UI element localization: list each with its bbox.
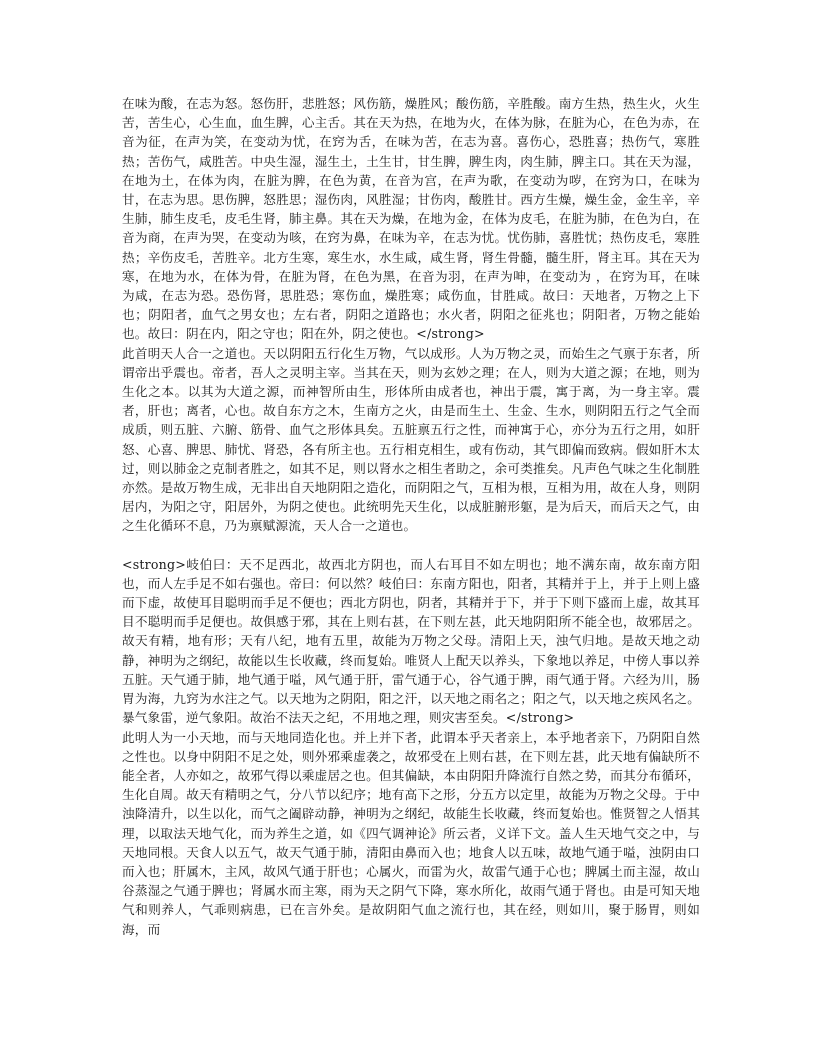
- paragraph-1: 在味为酸，在志为怒。怒伤肝，悲胜怒；风伤筋，燥胜风；酸伤筋，辛胜酸。南方生热，热生火，火生苦，苦生心，心生血，血生脾，心主舌。其在天为热，在地为火，在体为脉，在脏为心，在色为赤，在音为征，在声为笑，在变动为忧，在窍为舌，在味为苦，在志为喜。喜伤心，恐胜喜；热伤气，寒胜热；苦伤气，咸胜苦。中央生湿，湿生土，土生甘，甘生脾，脾生肉，肉生肺，脾主口。其在天为湿，在地为土，在体为肉，在脏为脾，在色为黄，在音为宫，在声为歌，在变动为哕，在窍为口，在味为甘，在志为思。思伤脾，怒胜思；湿伤肉，风胜湿；甘伤肉，酸胜甘。西方生燥，燥生金，金生辛，辛生肺，肺生皮毛，皮毛生肾，肺主鼻。其在天为燥，在地为金，在体为皮毛，在脏为肺，在色为白，在音为商，在声为哭，在变动为咳，在窍为鼻，在味为辛，在志为忧。忧伤肺，喜胜忧；热伤皮毛，寒胜热；辛伤皮毛，苦胜辛。北方生寒，寒生水，水生咸，咸生肾，肾生骨髓，髓生肝，肾主耳。其在天为寒，在地为水，在体为骨，在脏为肾，在色为黑，在音为羽，在声为呻，在变动为 ，在窍为耳，在味为咸，在志为恐。恐伤肾，思胜恐；寒伤血，燥胜寒；咸伤血，甘胜咸。故曰：天地者，万物之上下也；阴阳者，血气之男女也；左右者，阴阳之道路也；水火者，阴阳之征兆也；阴阳者，万物之能始也。故曰：阴在内，阳之守也；阳在外，阴之使也。</strong>: [122, 96, 700, 342]
- paragraph-3: <strong>岐伯曰：天不足西北，故西北方阴也，而人右耳目不如左明也；地不满东南，故东南方阳也，而人左手足不如右强也。帝曰：何以然？岐伯曰：东南方阳也，阳者，其精并于上，并于上则上盛而下虚，故使耳目聪明而手足不便也；西北方阴也，阴者，其精并于下，并于下则下盛而上虚，故其耳目不聪明而手足便也。故俱感于邪，其在上则右甚，在下则左甚，此天地阴阳所不能全也，故邪居之。故天有精，地有形；天有八纪，地有五里，故能为万物之父母。清阳上天，浊气归地。是故天地之动静，神明为之纲纪，故能以生长收藏，终而复始。唯贤人上配天以养头，下象地以养足，中傍人事以养五脏。天气通于肺，地气通于嗌，风气通于肝，雷气通于心，谷气通于脾，雨气通于肾。六经为川，肠胃为海，九窍为水注之气。以天地为之阴阳，阳之汗，以天地之雨名之；阳之气，以天地之疾风名之。暴气象雷，逆气象阳。故治不法天之纪，不用地之理，则灾害至矣。</strong>: [122, 556, 700, 726]
- document-page: [122, 94, 700, 939]
- paragraph-gap: [122, 536, 700, 555]
- paragraph-4: 此明人为一小天地，而与天地同造化也。并上并下者，此谓本乎天者亲上，本乎地者亲下，乃阴阳自然之性也。以身中阴阳不足之处，则外邪乘虚袭之，故邪受在上则右甚，在下则左甚，此天地有偏缺所不能全者，人亦如之，故邪气得以乘虚居之也。但其偏缺，本由阴阳升降流行自然之势，而其分布循环，生化自周。故天有精明之气，分八节以纪序；地有高下之形，分五方以定里，故能为万物之父母。于中浊降清升，以生以化，而气之阖辟动静，神明为之纲纪，故能生长收藏，终而复始也。惟贤智之人悟其理，以取法天地气化，而为养生之道，如《四气调神论》所云者，义详下文。盖人生天地气交之中，与天地同根。天食人以五气，故天气通于肺，清阳由鼻而入也；地食人以五味，故地气通于嗌，浊阴由口而入也；肝属木，主风，故风气通于肝也；心属火，而雷为火，故雷气通于心也；脾属土而主湿，故山谷蒸湿之气通于脾也；肾属水而主寒，雨为天之阴气下降，寒水所化，故雨气通于肾也。由是可知天地气和则养人，气乖则病患，已在言外矣。是故阴阳气血之流行也，其在经，则如川，聚于肠胃，则如海，而: [122, 729, 700, 937]
- paragraph-2: 此首明天人合一之道也。天以阴阳五行化生万物，气以成形。人为万物之灵，而始生之气禀于东者，所谓帝出乎震也。帝者，吾人之灵明主宰。当其在天，则为玄妙之理；在人，则为大道之源；在地，则为生化之本。以其为大道之源，而神智所由生，形体所由成者也，神出于震，寓于离，为一身主宰。震者，肝也；离者，心也。故自东方之木，生南方之火，由是而生土、生金、生水，则阴阳五行之气全而成质，则五脏、六腑、筋骨、血气之形体具矣。五脏禀五行之性，而神寓于心，亦分为五行之用，如肝怒、心喜、脾思、肺忧、肾恐，各有所主也。五行相克相生，或有伤动，其气即偏而致病。假如肝木太过，则以肺金之克制者胜之，如其不足，则以肾水之相生者助之，余可类推矣。凡声色气味之生化制胜亦然。是故万物生成，无非出自天地阴阳之造化，而阴阳之气，互相为根，互相为用，故在人身，则阴居内，为阳之守，阳居外，为阴之使也。此统明先天生化，以成脏腑形躯，是为后天，而后天之气，由之生化循环不息，乃为禀赋源流，天人合一之道也。: [122, 345, 700, 534]
